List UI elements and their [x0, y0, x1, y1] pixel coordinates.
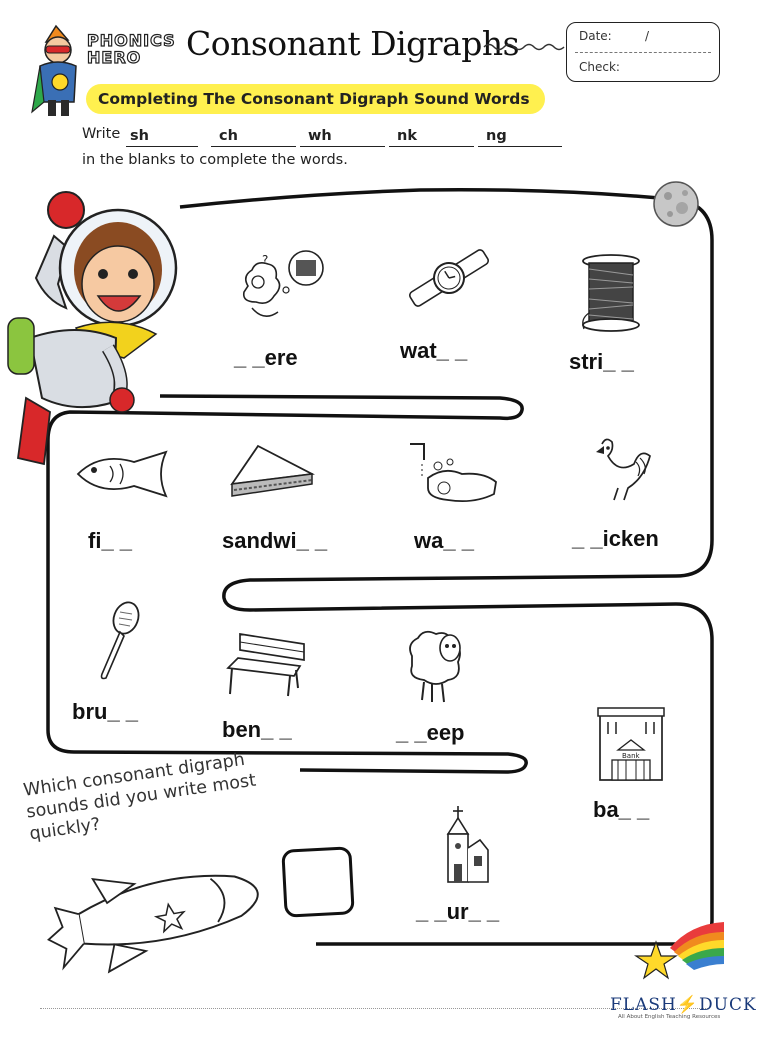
- sheep-icon: [402, 626, 468, 706]
- flashduck-logo: [610, 995, 757, 1015]
- word-7: _ _icken: [572, 526, 659, 551]
- washing-hands-icon: [404, 438, 500, 510]
- logo-line-2: HERO: [87, 48, 142, 67]
- word-3: stri_ _: [569, 349, 634, 374]
- bench-icon: [224, 628, 306, 698]
- reflection-question: Which consonant digraph sounds did you write most quickly?: [22, 749, 258, 845]
- answer-box[interactable]: [281, 846, 354, 918]
- logo-line-1: PHONICS: [87, 31, 176, 50]
- date-label: Date:: [579, 29, 612, 43]
- digraph-nk: nk: [397, 128, 417, 144]
- svg-text:?: ?: [262, 253, 269, 267]
- thinking-where-icon: [234, 246, 326, 326]
- date-slash: /: [645, 29, 650, 43]
- bank-sign: Bank: [622, 752, 640, 760]
- digraph-wh: wh: [308, 128, 332, 144]
- astronaut-hero-icon: [6, 188, 178, 474]
- word-10: _ _eep: [396, 720, 465, 745]
- shooting-star-icon: [630, 918, 726, 980]
- church-icon: [440, 804, 490, 886]
- word-5: sandwi_ _: [222, 528, 328, 553]
- word-11: ba_ _: [593, 797, 650, 822]
- word-9: ben_ _: [222, 717, 292, 742]
- fish-icon: [70, 446, 170, 502]
- lightning-bolt-icon: ⚡: [676, 995, 700, 1015]
- bank-building-icon: [596, 704, 666, 784]
- rocket-icon: [40, 850, 280, 980]
- rooster-icon: [584, 434, 654, 510]
- hairbrush-icon: [92, 600, 142, 682]
- subtitle-text: Completing The Consonant Digraph Sound Words: [98, 90, 530, 108]
- word-1: _ _ere: [234, 345, 298, 370]
- word-2: wat_ _: [400, 338, 468, 363]
- page-title: Consonant Digraphs: [186, 24, 520, 63]
- spool-of-string-icon: [580, 253, 642, 335]
- brand-tagline: All About English Teaching Resources: [618, 1014, 721, 1020]
- brand-left: FLASH: [610, 995, 677, 1015]
- word-8: bru_ _: [72, 699, 139, 724]
- footer-divider: [40, 1008, 708, 1009]
- word-6: wa_ _: [414, 528, 474, 553]
- word-4: fi_ _: [88, 528, 133, 553]
- instruction-write-label: Write: [82, 126, 121, 142]
- check-label: Check:: [579, 60, 620, 74]
- word-12: _ _ur_ _: [416, 899, 500, 924]
- digraph-ng: ng: [486, 128, 507, 144]
- sandwich-icon: [228, 440, 316, 506]
- digraph-sh: sh: [130, 128, 149, 144]
- brand-right: DUCK: [699, 995, 757, 1015]
- moon-icon: [652, 180, 700, 228]
- instruction-line-2: in the blanks to complete the words.: [82, 152, 348, 168]
- wristwatch-icon: [404, 240, 494, 316]
- digraph-ch: ch: [219, 128, 238, 144]
